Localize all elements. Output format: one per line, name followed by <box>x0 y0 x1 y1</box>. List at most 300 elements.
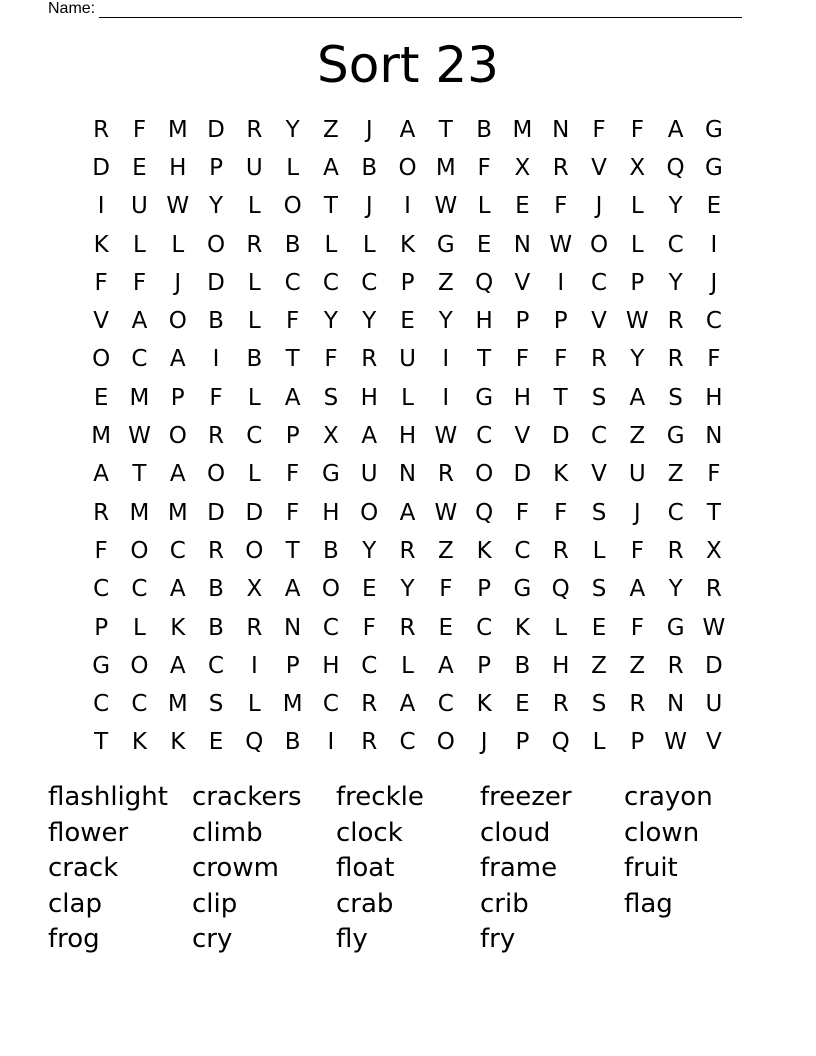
grid-letter[interactable]: P <box>285 652 300 679</box>
word-list-item: fly <box>336 924 368 954</box>
grid-letter[interactable]: Y <box>362 537 377 564</box>
grid-letter[interactable]: T <box>285 346 300 373</box>
grid-letter[interactable]: V <box>93 308 110 335</box>
grid-letter[interactable]: Y <box>362 308 377 335</box>
grid-letter[interactable]: E <box>361 576 377 603</box>
grid-letter[interactable]: T <box>323 193 338 220</box>
grid-letter[interactable]: E <box>208 729 224 756</box>
grid-letter[interactable]: J <box>710 269 718 296</box>
grid-letter[interactable]: U <box>705 691 723 718</box>
grid-letter[interactable]: H <box>322 499 340 526</box>
grid-letter[interactable]: A <box>323 154 339 181</box>
grid-letter[interactable]: F <box>286 499 300 526</box>
grid-letter[interactable]: D <box>207 499 225 526</box>
grid-letter[interactable]: F <box>630 116 644 143</box>
grid-letter[interactable]: A <box>169 346 186 373</box>
grid-letter[interactable]: C <box>131 691 148 718</box>
grid-letter[interactable]: I <box>327 729 335 756</box>
grid-letter[interactable]: O <box>130 537 149 564</box>
grid-letter[interactable]: I <box>442 384 450 411</box>
grid-letter[interactable]: A <box>361 423 378 450</box>
grid-letter[interactable]: C <box>399 729 416 756</box>
grid-letter[interactable]: B <box>284 729 301 756</box>
grid-letter[interactable]: A <box>667 116 684 143</box>
grid-letter[interactable]: E <box>515 193 530 220</box>
grid-letter[interactable]: D <box>92 154 110 181</box>
grid-letter[interactable]: L <box>286 154 300 181</box>
grid-letter[interactable]: R <box>552 537 569 564</box>
grid-letter[interactable]: F <box>94 537 108 564</box>
grid-letter[interactable]: H <box>705 384 723 411</box>
grid-letter[interactable]: H <box>322 652 340 679</box>
grid-letter[interactable]: N <box>398 461 417 488</box>
grid-letter[interactable]: K <box>93 231 109 258</box>
grid-letter[interactable]: R <box>705 576 722 603</box>
grid-letter[interactable]: C <box>322 614 339 641</box>
grid-letter[interactable]: Y <box>668 269 683 296</box>
grid-letter[interactable]: N <box>552 116 570 143</box>
grid-letter[interactable]: P <box>630 729 645 756</box>
grid-letter[interactable]: O <box>360 499 379 526</box>
grid-letter[interactable]: J <box>365 193 373 220</box>
grid-letter[interactable]: G <box>513 576 532 603</box>
grid-letter[interactable]: R <box>667 652 684 679</box>
grid-letter[interactable]: I <box>710 231 718 258</box>
name-write-line[interactable] <box>99 2 742 18</box>
grid-letter[interactable]: F <box>324 346 338 373</box>
grid-letter[interactable]: L <box>401 652 414 679</box>
grid-letter[interactable]: Z <box>667 461 684 488</box>
grid-letter[interactable]: R <box>629 691 646 718</box>
grid-letter[interactable]: V <box>591 154 607 181</box>
grid-letter[interactable]: V <box>514 269 531 296</box>
grid-letter[interactable]: Z <box>437 269 454 296</box>
word-list-item: crib <box>480 888 529 919</box>
grid-letter[interactable]: E <box>438 614 454 641</box>
grid-letter[interactable]: B <box>323 537 339 564</box>
grid-letter[interactable]: I <box>442 346 450 373</box>
grid-letter[interactable]: M <box>129 384 150 411</box>
grid-letter[interactable]: T <box>285 537 300 564</box>
grid-letter[interactable]: O <box>283 193 302 220</box>
grid-letter[interactable]: C <box>476 423 493 450</box>
grid-letter[interactable]: P <box>400 269 415 296</box>
grid-letter[interactable]: D <box>207 116 225 143</box>
grid-letter[interactable]: A <box>169 461 186 488</box>
grid-letter[interactable]: R <box>93 116 110 143</box>
grid-letter[interactable]: O <box>206 461 226 488</box>
grid-letter[interactable]: V <box>591 461 607 488</box>
grid-letter[interactable]: D <box>245 499 264 526</box>
grid-letter[interactable]: P <box>285 423 300 450</box>
grid-letter[interactable]: W <box>128 423 151 450</box>
grid-letter[interactable]: B <box>361 154 378 181</box>
grid-letter[interactable]: L <box>630 193 644 220</box>
grid-letter[interactable]: C <box>93 576 110 603</box>
grid-letter[interactable]: B <box>208 308 224 335</box>
grid-letter[interactable]: G <box>666 614 685 641</box>
grid-letter[interactable]: C <box>361 269 378 296</box>
grid-letter[interactable]: I <box>557 269 565 296</box>
grid-letter[interactable]: O <box>168 308 187 335</box>
word-list-item: float <box>336 853 395 883</box>
grid-letter[interactable]: S <box>323 384 339 411</box>
grid-letter[interactable]: A <box>284 576 301 603</box>
grid-letter[interactable]: E <box>591 614 607 641</box>
grid-letter[interactable]: Y <box>285 116 300 143</box>
grid-letter[interactable]: J <box>365 116 373 143</box>
grid-letter[interactable]: E <box>476 231 492 258</box>
grid-letter[interactable]: W <box>664 729 687 756</box>
grid-letter[interactable]: K <box>476 537 492 564</box>
grid-letter[interactable]: Z <box>437 537 454 564</box>
grid-letter[interactable]: G <box>704 154 723 181</box>
grid-letter[interactable]: R <box>93 499 110 526</box>
grid-letter[interactable]: V <box>591 308 607 335</box>
grid-letter[interactable]: C <box>514 537 531 564</box>
grid-letter[interactable]: L <box>133 231 146 258</box>
grid-letter[interactable]: O <box>321 576 340 603</box>
grid-letter[interactable]: O <box>398 154 417 181</box>
grid-letter[interactable]: W <box>625 308 649 335</box>
grid-letter[interactable]: E <box>400 308 415 335</box>
grid-letter[interactable]: R <box>667 308 684 335</box>
grid-letter[interactable]: A <box>284 384 301 411</box>
grid-letter[interactable]: E <box>132 154 147 181</box>
grid-letter[interactable]: C <box>169 537 186 564</box>
grid-letter[interactable]: R <box>208 537 225 564</box>
grid-letter[interactable]: J <box>480 729 488 756</box>
grid-letter[interactable]: Q <box>666 154 685 181</box>
grid-letter[interactable]: H <box>360 384 378 411</box>
grid-letter[interactable]: L <box>477 193 491 220</box>
grid-letter[interactable]: C <box>208 652 225 679</box>
grid-letter[interactable]: C <box>246 423 263 450</box>
grid-letter[interactable]: R <box>437 461 454 488</box>
grid-letter[interactable]: U <box>245 154 263 181</box>
grid-letter[interactable]: P <box>515 729 530 756</box>
grid-letter[interactable]: N <box>666 691 685 718</box>
grid-letter[interactable]: L <box>247 461 261 488</box>
grid-letter[interactable]: T <box>706 499 721 526</box>
grid-letter[interactable]: I <box>404 193 411 220</box>
grid-letter[interactable]: H <box>169 154 187 181</box>
grid-letter[interactable]: L <box>362 231 376 258</box>
grid-letter[interactable]: A <box>399 499 416 526</box>
grid-letter[interactable]: F <box>630 614 644 641</box>
grid-letter[interactable]: F <box>362 614 376 641</box>
grid-letter[interactable]: A <box>131 308 148 335</box>
grid-letter[interactable]: X <box>246 576 263 603</box>
grid-letter[interactable]: F <box>515 499 530 526</box>
grid-letter[interactable]: H <box>398 423 417 450</box>
grid-letter[interactable]: Y <box>630 346 645 373</box>
grid-letter[interactable]: K <box>170 614 186 641</box>
grid-letter[interactable]: X <box>706 537 722 564</box>
grid-letter[interactable]: K <box>170 729 186 756</box>
grid-letter[interactable]: A <box>629 576 646 603</box>
grid-letter[interactable]: O <box>206 231 226 258</box>
grid-letter[interactable]: O <box>475 461 494 488</box>
grid-letter[interactable]: B <box>208 576 224 603</box>
grid-letter[interactable]: K <box>399 231 416 258</box>
grid-letter[interactable]: P <box>515 308 530 335</box>
grid-letter[interactable]: R <box>552 691 569 718</box>
grid-letter[interactable]: P <box>630 269 645 296</box>
grid-letter[interactable]: V <box>706 729 722 756</box>
grid-letter[interactable]: C <box>131 576 148 603</box>
grid-letter[interactable]: D <box>207 269 225 296</box>
grid-letter[interactable]: F <box>707 461 721 488</box>
grid-letter[interactable]: Z <box>591 652 607 679</box>
grid-letter[interactable]: J <box>595 193 603 220</box>
grid-letter[interactable]: B <box>246 346 263 373</box>
grid-letter[interactable]: L <box>133 614 146 641</box>
word-list-item: climb <box>192 817 263 848</box>
grid-letter[interactable]: X <box>323 423 339 450</box>
grid-letter[interactable]: F <box>554 346 568 373</box>
grid-letter[interactable]: D <box>551 423 570 450</box>
grid-letter[interactable]: C <box>361 652 378 679</box>
grid-letter[interactable]: J <box>174 269 182 296</box>
grid-letter[interactable]: R <box>667 346 684 373</box>
grid-letter[interactable]: I <box>212 346 220 373</box>
grid-letter[interactable]: Y <box>400 576 415 603</box>
grid-letter[interactable]: Y <box>323 308 338 335</box>
grid-letter[interactable]: W <box>434 193 458 220</box>
grid-letter[interactable]: C <box>667 499 684 526</box>
grid-letter[interactable]: C <box>590 423 608 450</box>
grid-letter[interactable]: A <box>399 116 416 143</box>
grid-letter[interactable]: R <box>246 116 263 143</box>
grid-letter[interactable]: Y <box>209 193 224 220</box>
grid-letter[interactable]: K <box>514 614 530 641</box>
grid-letter[interactable]: O <box>168 423 187 450</box>
grid-letter[interactable]: S <box>591 691 607 718</box>
grid-letter[interactable]: R <box>246 614 263 641</box>
grid-letter[interactable]: F <box>286 308 300 335</box>
grid-letter[interactable]: R <box>246 231 263 258</box>
grid-letter[interactable]: C <box>93 691 110 718</box>
grid-letter[interactable]: P <box>209 154 223 181</box>
grid-letter[interactable]: F <box>554 499 568 526</box>
grid-letter[interactable]: L <box>630 231 644 258</box>
grid-letter[interactable]: Y <box>438 308 453 335</box>
grid-letter[interactable]: K <box>553 461 569 488</box>
grid-letter[interactable]: N <box>284 614 302 641</box>
grid-letter[interactable]: R <box>667 537 684 564</box>
word-list-item: cloud <box>480 817 551 848</box>
grid-letter[interactable]: O <box>92 346 111 373</box>
grid-letter[interactable]: N <box>705 423 723 450</box>
grid-letter[interactable]: W <box>549 231 573 258</box>
grid-letter[interactable]: L <box>171 231 185 258</box>
grid-letter[interactable]: S <box>591 384 607 411</box>
grid-letter[interactable]: P <box>477 652 492 679</box>
grid-letter[interactable]: T <box>132 461 147 488</box>
grid-letter[interactable]: G <box>92 652 111 679</box>
grid-letter[interactable]: A <box>437 652 454 679</box>
grid-letter[interactable]: O <box>245 537 264 564</box>
grid-letter[interactable]: U <box>399 346 416 373</box>
grid-letter[interactable]: U <box>131 193 148 220</box>
grid-letter[interactable]: V <box>514 423 531 450</box>
grid-letter[interactable]: D <box>705 652 723 679</box>
grid-letter[interactable]: A <box>169 652 186 679</box>
grid-letter[interactable]: Z <box>629 652 646 679</box>
grid-letter[interactable]: F <box>132 116 147 143</box>
grid-letter[interactable]: R <box>399 614 416 641</box>
grid-letter[interactable]: R <box>208 423 225 450</box>
grid-letter[interactable]: W <box>434 423 458 450</box>
grid-letter[interactable]: Z <box>629 423 646 450</box>
grid-letter[interactable]: K <box>476 691 492 718</box>
grid-letter[interactable]: S <box>591 499 607 526</box>
grid-letter[interactable]: X <box>514 154 531 181</box>
grid-letter[interactable]: C <box>131 346 148 373</box>
grid-letter[interactable]: L <box>247 308 261 335</box>
grid-letter[interactable]: M <box>167 116 188 143</box>
grid-letter[interactable]: U <box>628 461 646 488</box>
grid-letter[interactable]: B <box>476 116 492 143</box>
grid-letter[interactable]: G <box>475 384 494 411</box>
grid-letter[interactable]: B <box>208 614 224 641</box>
grid-letter[interactable]: F <box>515 346 530 373</box>
grid-letter[interactable]: O <box>436 729 455 756</box>
grid-letter[interactable]: F <box>132 269 147 296</box>
grid-letter[interactable]: C <box>322 691 339 718</box>
grid-letter[interactable]: L <box>401 384 414 411</box>
grid-letter[interactable]: L <box>247 691 261 718</box>
grid-letter[interactable]: Q <box>475 269 494 296</box>
grid-letter[interactable]: Z <box>323 116 339 143</box>
grid-letter[interactable]: C <box>284 269 301 296</box>
grid-letter[interactable]: C <box>705 308 722 335</box>
grid-letter[interactable]: C <box>476 614 493 641</box>
grid-letter[interactable]: L <box>247 193 261 220</box>
grid-letter[interactable]: F <box>592 116 606 143</box>
word-list-item: flower <box>48 817 129 848</box>
grid-letter[interactable]: W <box>434 499 458 526</box>
grid-letter[interactable]: R <box>399 537 416 564</box>
grid-letter[interactable]: H <box>475 308 493 335</box>
grid-letter[interactable]: A <box>629 384 646 411</box>
grid-letter[interactable]: Q <box>551 729 570 756</box>
grid-letter[interactable]: X <box>629 154 646 181</box>
grid-letter[interactable]: F <box>707 346 721 373</box>
grid-letter[interactable]: L <box>554 614 568 641</box>
grid-letter[interactable]: U <box>360 461 378 488</box>
grid-letter[interactable]: W <box>166 193 190 220</box>
grid-letter[interactable]: Y <box>668 576 683 603</box>
grid-letter[interactable]: K <box>131 729 147 756</box>
grid-letter[interactable]: E <box>515 691 530 718</box>
grid-letter[interactable]: B <box>284 231 301 258</box>
grid-letter[interactable]: B <box>514 652 531 679</box>
grid-letter[interactable]: T <box>477 346 492 373</box>
grid-letter[interactable]: G <box>666 423 685 450</box>
grid-letter[interactable]: F <box>94 269 108 296</box>
grid-letter[interactable]: M <box>91 423 112 450</box>
grid-letter[interactable]: N <box>513 231 532 258</box>
grid-letter[interactable]: P <box>94 614 109 641</box>
word-list-item: clap <box>48 888 102 919</box>
grid-letter[interactable]: F <box>286 461 300 488</box>
grid-letter[interactable]: A <box>169 576 186 603</box>
grid-letter[interactable]: J <box>633 499 641 526</box>
grid-letter[interactable]: F <box>477 154 491 181</box>
grid-letter[interactable]: I <box>250 652 258 679</box>
grid-letter[interactable]: M <box>129 499 150 526</box>
grid-letter[interactable]: T <box>94 729 109 756</box>
grid-letter[interactable]: P <box>477 576 492 603</box>
grid-letter[interactable]: M <box>282 691 303 718</box>
grid-letter[interactable]: G <box>322 461 340 488</box>
grid-letter[interactable]: L <box>247 384 261 411</box>
grid-letter[interactable]: M <box>435 154 456 181</box>
grid-letter[interactable]: C <box>590 269 608 296</box>
grid-letter[interactable]: O <box>589 231 609 258</box>
grid-letter[interactable]: F <box>439 576 453 603</box>
grid-letter[interactable]: Y <box>668 193 683 220</box>
grid-letter[interactable]: T <box>438 116 453 143</box>
grid-letter[interactable]: D <box>513 461 532 488</box>
grid-letter[interactable]: R <box>361 346 378 373</box>
grid-letter[interactable]: H <box>552 652 570 679</box>
grid-letter[interactable]: P <box>553 308 568 335</box>
grid-letter[interactable]: L <box>592 537 606 564</box>
word-list-item: clown <box>624 817 700 848</box>
grid-letter[interactable]: W <box>702 614 726 641</box>
grid-letter[interactable]: S <box>208 691 224 718</box>
grid-letter[interactable]: R <box>361 729 378 756</box>
grid-letter[interactable]: I <box>97 193 105 220</box>
grid-letter[interactable]: O <box>130 652 149 679</box>
grid-letter[interactable]: C <box>667 231 684 258</box>
grid-letter[interactable]: M <box>167 499 188 526</box>
grid-letter[interactable]: P <box>170 384 185 411</box>
grid-letter[interactable]: T <box>553 384 568 411</box>
grid-letter[interactable]: S <box>668 384 683 411</box>
grid-letter[interactable]: C <box>322 269 339 296</box>
grid-letter[interactable]: C <box>437 691 454 718</box>
grid-letter[interactable]: L <box>324 231 338 258</box>
word-list-item: freckle <box>336 782 424 812</box>
grid-letter[interactable]: F <box>554 193 568 220</box>
grid-letter[interactable]: S <box>591 576 607 603</box>
name-row <box>48 0 742 18</box>
grid-letter[interactable]: G <box>704 116 723 143</box>
grid-letter[interactable]: H <box>513 384 532 411</box>
grid-letter[interactable]: E <box>93 384 109 411</box>
grid-letter[interactable]: Q <box>245 729 264 756</box>
grid-letter[interactable]: M <box>512 116 533 143</box>
grid-letter[interactable]: E <box>706 193 722 220</box>
grid-letter[interactable]: M <box>167 691 188 718</box>
grid-letter[interactable]: L <box>592 729 606 756</box>
grid-letter[interactable]: R <box>552 154 569 181</box>
grid-letter[interactable]: L <box>247 269 261 296</box>
grid-letter[interactable]: F <box>630 537 644 564</box>
grid-letter[interactable]: A <box>399 691 416 718</box>
grid-letter[interactable]: A <box>93 461 110 488</box>
grid-letter[interactable]: Q <box>475 499 494 526</box>
grid-letter[interactable]: R <box>591 346 607 373</box>
grid-letter[interactable]: Q <box>551 576 570 603</box>
grid-letter[interactable]: F <box>209 384 223 411</box>
grid-letter[interactable]: G <box>436 231 455 258</box>
grid-letter[interactable]: R <box>361 691 378 718</box>
